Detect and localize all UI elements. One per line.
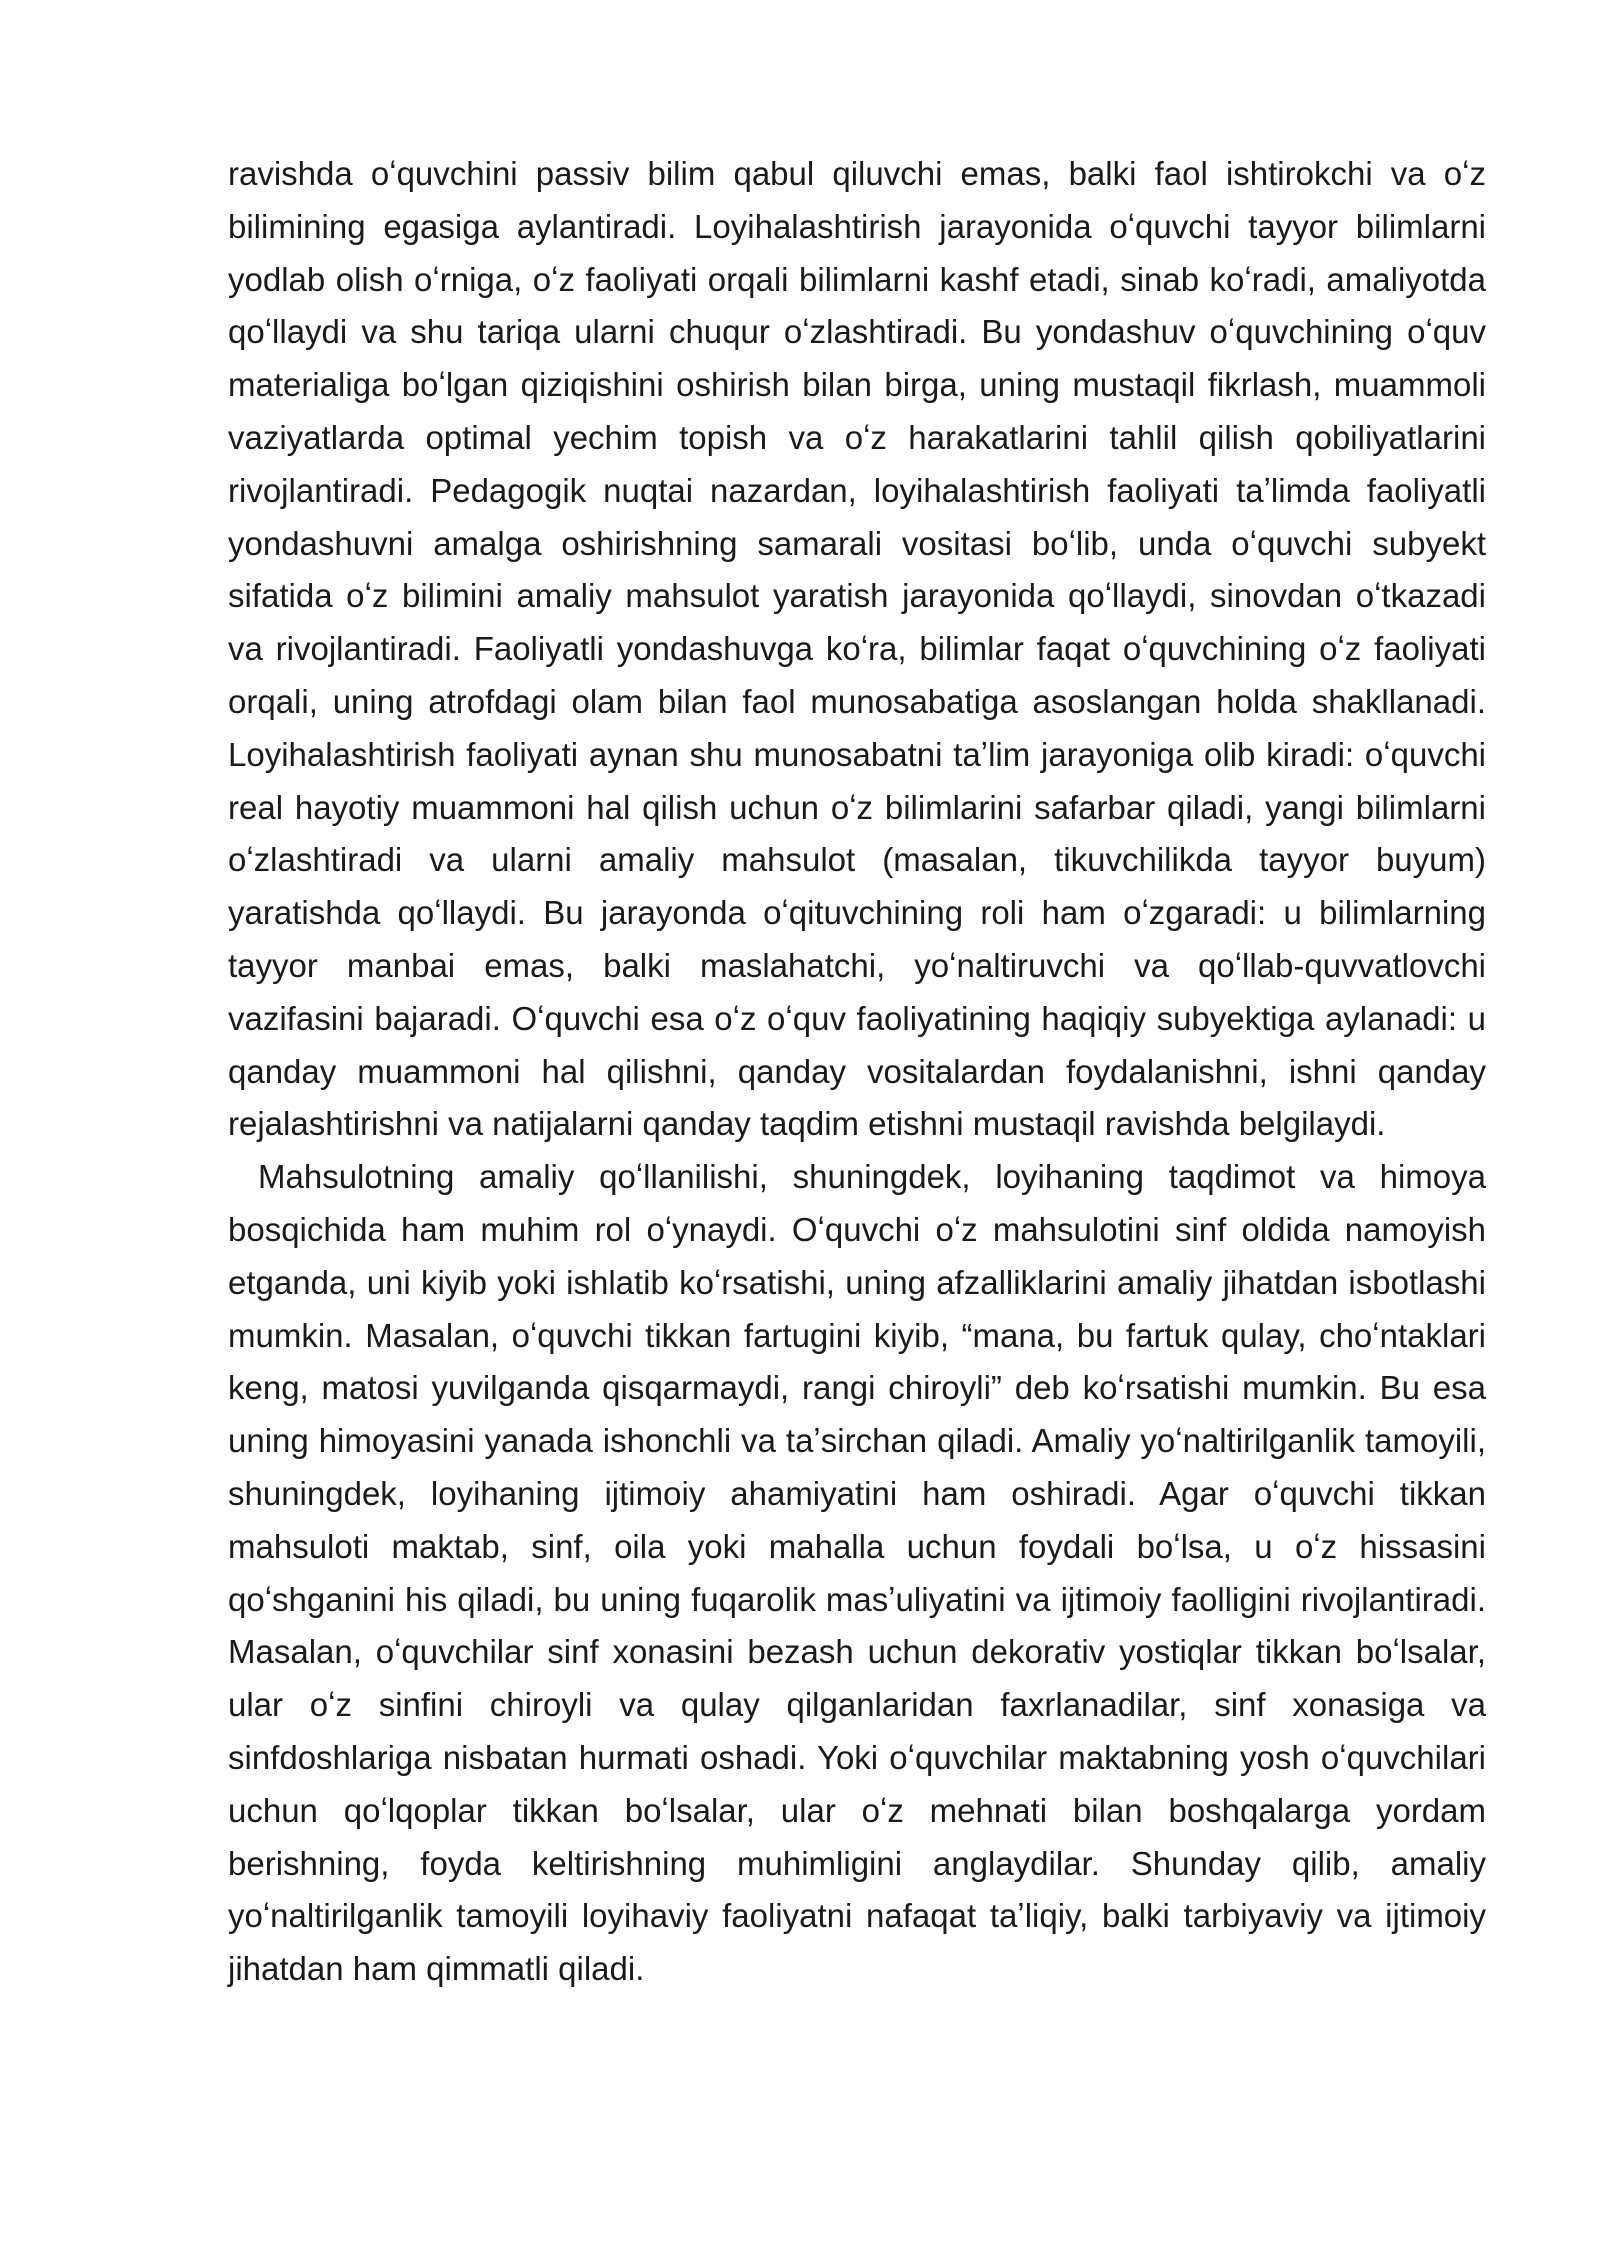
paragraph-1: ravishda oʻquvchini passiv bilim qabul qiluvchi emas, balki faol ishtirokchi va oʻz bilimining egasiga aylantiradi. Loyihalashtirish jarayonida oʻquvchi tayyor bilimlarni yodlab olish oʻrniga, oʻz faoliyati orqali bilimlarni kashf etadi, sinab koʻradi, amaliyotda qoʻllaydi va shu tariqa ularni chuqur oʻzlashtiradi. Bu yondashuv oʻquvchining oʻquv materialiga boʻlgan qiziqishini oshirish bilan birga, uning mustaqil fikrlash, muammoli vaziyatlarda optimal yechim topish va oʻz harakatlarini tahlil qilish qobiliyatlarini rivojlantiradi. Pedagogik nuqtai nazardan, loyihalashtirish faoliyati taʼlimda faoliyatli yondashuvni amalga oshirishning samarali vositasi boʻlib, unda oʻquvchi subyekt sifatida oʻz bilimini amaliy mahsulot yaratish jarayonida qoʻllaydi, sinovdan oʻtkazadi va rivojlantiradi. Faoliyatli yondashuvga koʻra, bilimlar faqat oʻquvchining oʻz faoliyati orqali, uning atrofdagi olam bilan faol munosabatiga asoslangan holda shakllanadi. Loyihalashtirish faoliyati aynan shu munosabatni taʼlim jarayoniga olib kiradi: oʻquvchi real hayotiy muammoni hal qilish uchun oʻz bilimlarini safarbar qiladi, yangi bilimlarni oʻzlashtiradi va ularni amaliy mahsulot (masalan, tikuvchilikda tayyor buyum) yaratishda qoʻllaydi. Bu jarayonda oʻqituvchining roli ham oʻzgaradi: u bilimlarning tayyor manbai emas, balki maslahatchi, yoʻnaltiruvchi va qoʻllab-quvvatlovchi vazifasini bajaradi. Oʻquvchi esa oʻz oʻquv faoliyatining haqiqiy subyektiga aylanadi: u qanday muammoni hal qilishni, qanday vositalardan foydalanishni, ishni qanday rejalashtirishni va natijalarni qanday taqdim etishni mustaqil ravishda belgilaydi. (228, 155, 1486, 1143)
paragraph-2: Mahsulotning amaliy qoʻllanilishi, shuningdek, loyihaning taqdimot va himoya bosqichida ham muhim rol oʻynaydi. Oʻquvchi oʻz mahsulotini sinf oldida namoyish etganda, uni kiyib yoki ishlatib koʻrsatishi, uning afzalliklarini amaliy jihatdan isbotlashi mumkin. Masalan, oʻquvchi tikkan fartugini kiyib, “mana, bu fartuk qulay, choʻntaklari keng, matosi yuvilganda qisqarmaydi, rangi chiroyli” deb koʻrsatishi mumkin. Bu esa uning himoyasini yanada ishonchli va taʼsirchan qiladi. Amaliy yoʻnaltirilganlik tamoyili, shuningdek, loyihaning ijtimoiy ahamiyatini ham oshiradi. Agar oʻquvchi tikkan mahsuloti maktab, sinf, oila yoki mahalla uchun foydali boʻlsa, u oʻz hissasini qoʻshganini his qiladi, bu uning fuqarolik masʼuliyatini va ijtimoiy faolligini rivojlantiradi. Masalan, oʻquvchilar sinf xonasini bezash uchun dekorativ yostiqlar tikkan boʻlsalar, ular oʻz sinfini chiroyli va qulay qilganlaridan faxrlanadilar, sinf xonasiga va sinfdoshlariga nisbatan hurmati oshadi. Yoki oʻquvchilar maktabning yosh oʻquvchilari uchun qoʻlqoplar tikkan boʻlsalar, ular oʻz mehnati bilan boshqalarga yordam berishning, foyda keltirishning muhimligini anglaydilar. Shunday qilib, amaliy yoʻnaltirilganlik tamoyili loyihaviy faoliyatni nafaqat taʼliqiy, balki tarbiyaviy va ijtimoiy jihatdan ham qimmatli qiladi. (228, 1158, 1486, 1988)
document-page (228, 148, 1486, 1996)
